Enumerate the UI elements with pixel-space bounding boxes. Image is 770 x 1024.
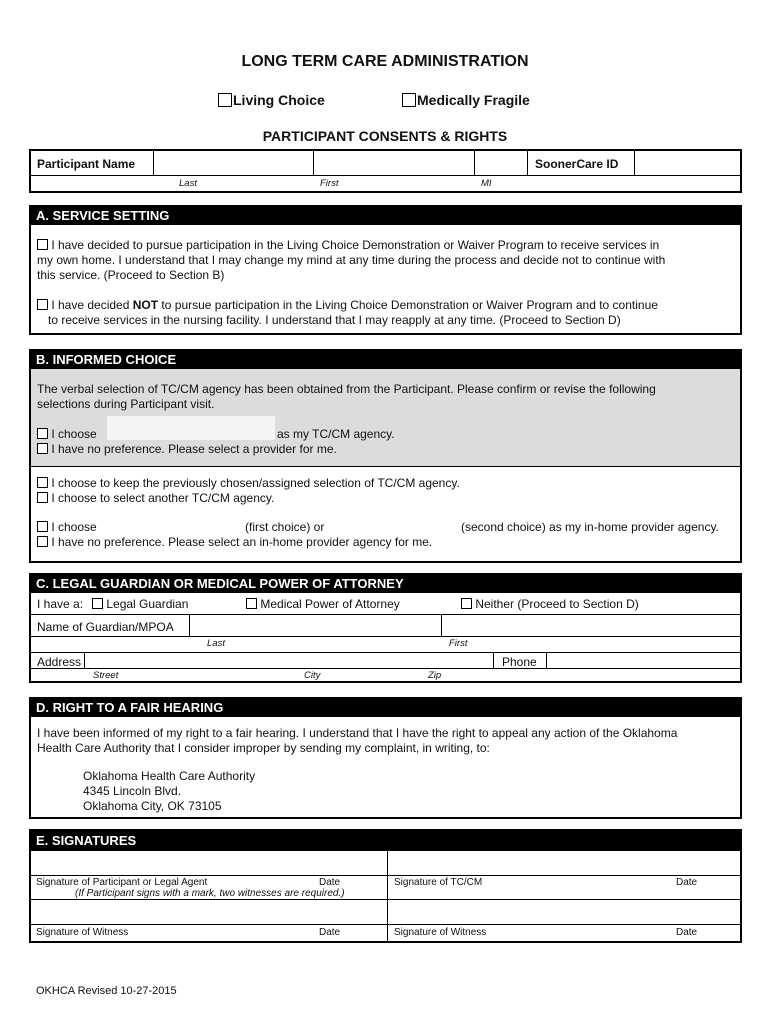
intro-line1: The verbal selection of TC/CM agency has been obtained from the Participant. Please confirm or revise the following	[37, 382, 656, 396]
phone-field[interactable]	[547, 653, 740, 668]
medically-fragile-option	[402, 92, 530, 108]
not-pursue-pre: I have decided	[51, 298, 133, 312]
mpoa-label: Medical Power of Attorney	[260, 597, 400, 611]
zip-caption: Zip	[428, 670, 442, 681]
ohca-name: Oklahoma Health Care Authority	[83, 769, 256, 783]
tccm-date-label: Date	[676, 877, 698, 888]
mi-caption: MI	[481, 178, 492, 189]
medically-fragile-label: Medically Fragile	[417, 92, 530, 108]
participant-signature-field[interactable]	[31, 851, 387, 875]
guardian-last-field[interactable]	[190, 615, 441, 636]
pursue-text-line3: this service. (Proceed to Section B)	[37, 268, 225, 282]
living-choice-label: Living Choice	[233, 92, 325, 108]
witness1-date-label: Date	[319, 927, 341, 938]
legal-guardian-label: Legal Guardian	[106, 597, 189, 611]
guardian-last-caption: Last	[207, 638, 225, 649]
section-c	[29, 573, 742, 683]
no-preference-home-checkbox[interactable]	[37, 536, 48, 547]
signature-mark-note: (If Participant signs with a mark, two witnesses are required.)	[75, 888, 345, 899]
participant-box	[29, 149, 742, 193]
witness2-date-label: Date	[676, 927, 698, 938]
first-choice-field[interactable]	[107, 517, 243, 535]
city-caption: City	[304, 670, 321, 681]
keep-agency-text: I choose to keep the previously chosen/assigned selection of TC/CM agency.	[51, 476, 460, 490]
no-preference-home-text: I have no preference. Please select an in-home provider agency for me.	[51, 535, 433, 549]
guardian-name-label: Name of Guardian/MPOA	[37, 620, 174, 634]
sooner-care-id-label: SoonerCare ID	[535, 157, 619, 171]
select-another-checkbox[interactable]	[37, 492, 48, 503]
second-choice-field[interactable]	[333, 517, 459, 535]
neither-checkbox[interactable]	[461, 598, 472, 609]
witness1-signature-field[interactable]	[31, 900, 387, 924]
form-title: LONG TERM CARE ADMINISTRATION	[241, 53, 529, 70]
participant-first-field[interactable]	[314, 151, 474, 175]
phone-label: Phone	[502, 655, 537, 669]
living-choice-option	[218, 92, 325, 108]
select-another-text: I choose to select another TC/CM agency.	[51, 491, 275, 505]
participant-signature-label: Signature of Participant or Legal Agent	[36, 877, 208, 888]
street-caption: Street	[93, 670, 119, 681]
tccm-signature-label: Signature of TC/CM	[394, 877, 483, 888]
participant-mi-field[interactable]	[475, 151, 527, 175]
pursue-participation-text: I have decided to pursue participation in the Living Choice Demonstration or Waiver Program to receive services in	[51, 238, 660, 252]
living-choice-checkbox[interactable]	[218, 93, 232, 107]
not-pursue-line2: to receive services in the nursing facility. I understand that I may reapply at any time. (Proceed to Section D)	[48, 313, 621, 327]
participant-last-field[interactable]	[154, 151, 313, 175]
neither-label: Neither (Proceed to Section D)	[475, 597, 639, 611]
section-b-heading: B. INFORMED CHOICE	[31, 351, 740, 369]
tccm-signature-field[interactable]	[388, 851, 740, 875]
as-my-tccm-text: as my TC/CM agency.	[277, 427, 395, 441]
section-c-heading: C. LEGAL GUARDIAN OR MEDICAL POWER OF ATTORNEY	[31, 575, 740, 593]
fair-hearing-line1: I have been informed of my right to a fair hearing. I understand that I have the right to appeal any action of the Oklahoma	[37, 726, 678, 740]
legal-guardian-checkbox[interactable]	[92, 598, 103, 609]
form-subtitle: PARTICIPANT CONSENTS & RIGHTS	[262, 128, 508, 144]
section-e	[29, 829, 742, 943]
section-b	[29, 349, 742, 563]
not-pursue-checkbox[interactable]	[37, 299, 48, 310]
first-caption: First	[320, 178, 339, 189]
fair-hearing-line2: Health Care Authority that I consider improper by sending my complaint, in writing, to:	[37, 741, 490, 755]
medically-fragile-checkbox[interactable]	[402, 93, 416, 107]
witness2-signature-field[interactable]	[388, 900, 740, 924]
second-choice-text: (second choice) as my in-home provider agency.	[461, 520, 719, 534]
pursue-text-line2: my own home. I understand that I may change my mind at any time during the process and decide not to continue with	[37, 253, 666, 267]
address-label: Address	[37, 655, 82, 669]
section-a	[29, 205, 742, 335]
first-choice-text: (first choice) or	[245, 520, 325, 534]
last-caption: Last	[179, 178, 197, 189]
address-field[interactable]	[85, 653, 493, 668]
choose-label: I choose	[51, 427, 97, 441]
keep-agency-checkbox[interactable]	[37, 477, 48, 488]
guardian-first-field[interactable]	[442, 615, 740, 636]
section-e-heading: E. SIGNATURES	[31, 831, 740, 851]
choose-provider-checkbox[interactable]	[37, 521, 48, 532]
section-d	[29, 697, 742, 819]
intro-line2: selections during Participant visit.	[37, 397, 215, 411]
revision-footer: OKHCA Revised 10-27-2015	[36, 985, 177, 997]
participant-name-label: Participant Name	[37, 157, 136, 171]
section-d-heading: D. RIGHT TO A FAIR HEARING	[31, 699, 740, 717]
section-a-heading: A. SERVICE SETTING	[31, 207, 740, 225]
not-pursue-post: to pursue participation in the Living Choice Demonstration or Waiver Program and to continue	[158, 298, 658, 312]
ohca-street: 4345 Lincoln Blvd.	[83, 784, 182, 798]
tccm-agency-field[interactable]	[107, 416, 275, 440]
have-a-label: I have a:	[37, 597, 84, 611]
not-emphasis: NOT	[132, 298, 159, 312]
pursue-participation-checkbox[interactable]	[37, 239, 48, 250]
sooner-care-id-field[interactable]	[635, 151, 740, 175]
no-preference-tccm-checkbox[interactable]	[37, 443, 48, 454]
no-preference-tccm-text: I have no preference. Please select a provider for me.	[51, 442, 337, 456]
mpoa-checkbox[interactable]	[246, 598, 257, 609]
choose-tccm-checkbox[interactable]	[37, 428, 48, 439]
ohca-city: Oklahoma City, OK 73105	[83, 799, 222, 813]
participant-date-label: Date	[319, 877, 341, 888]
witness1-signature-label: Signature of Witness	[36, 927, 129, 938]
choose-provider-label: I choose	[51, 520, 97, 534]
witness2-signature-label: Signature of Witness	[394, 927, 487, 938]
guardian-first-caption: First	[449, 638, 468, 649]
